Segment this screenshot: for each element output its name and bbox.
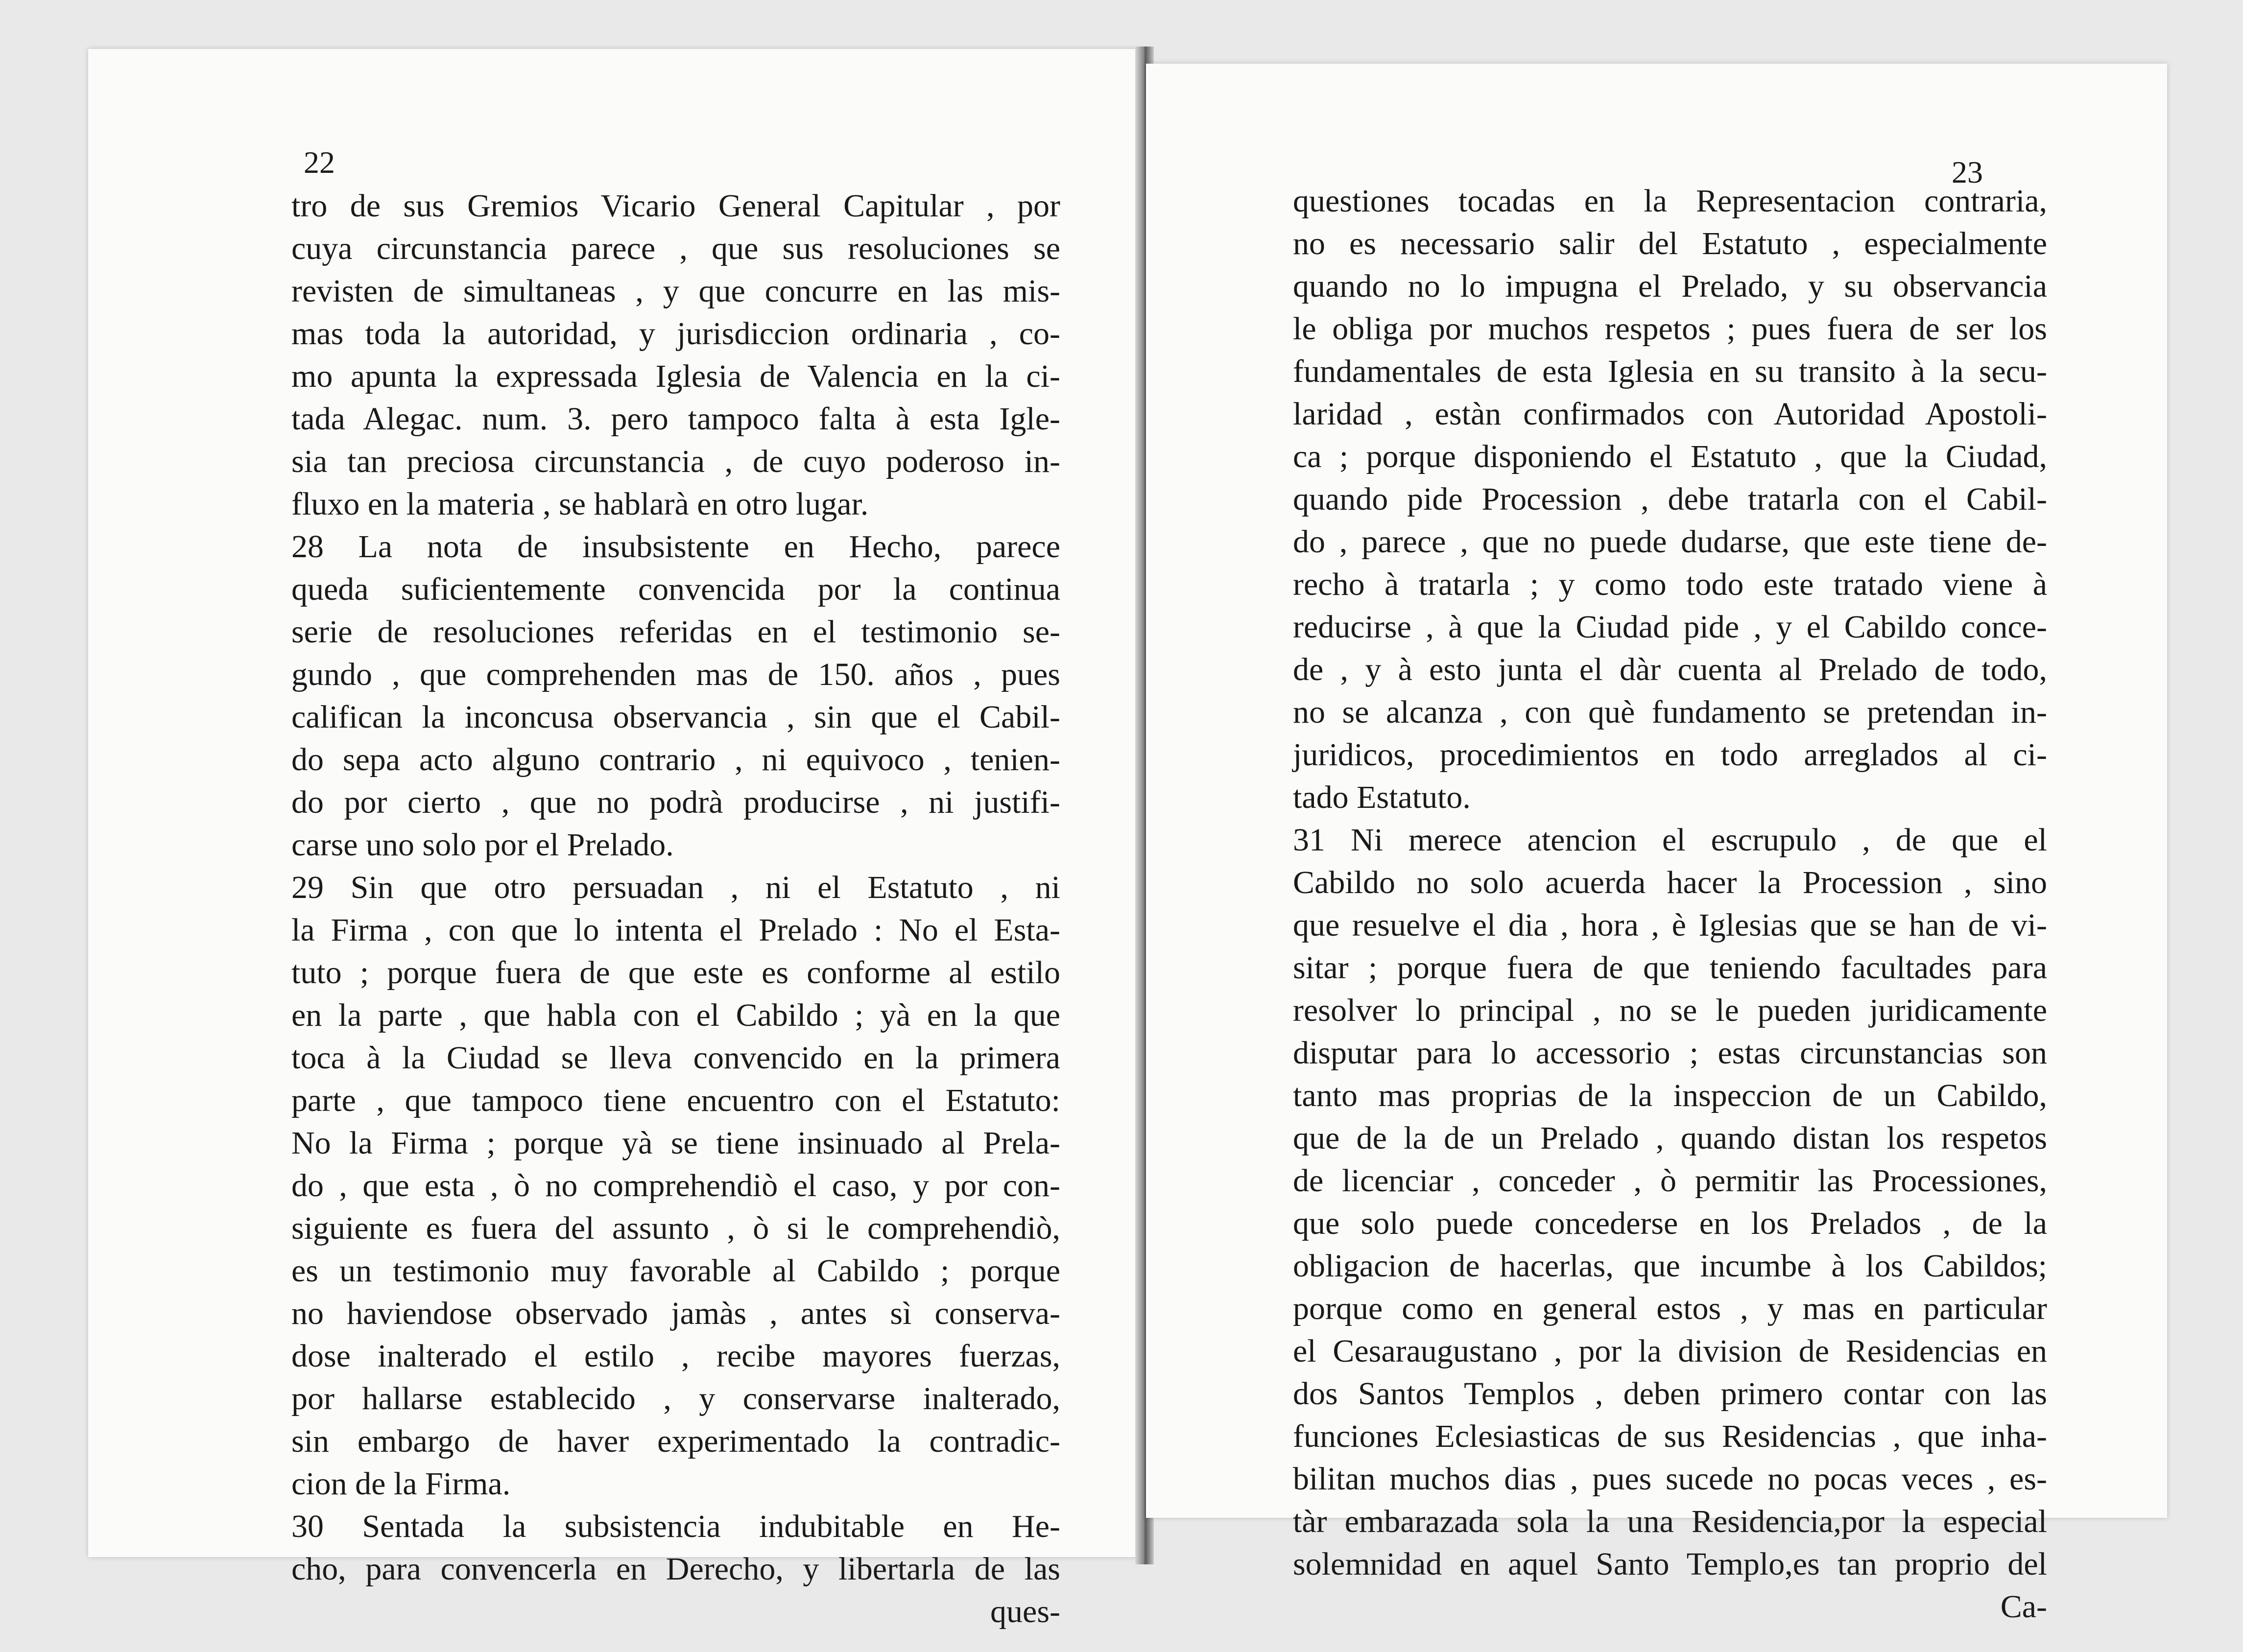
text-line: dose inalterado el estilo , recibe mayores fuerzas, xyxy=(291,1338,1060,1374)
catchword: Ca- xyxy=(2000,1589,2047,1625)
text-line: cion de la Firma. xyxy=(291,1466,511,1502)
text-line: revisten de simultaneas , y que concurre en las mis- xyxy=(291,273,1060,309)
text-line: en la parte , que habla con el Cabildo ; yà en la que xyxy=(291,997,1060,1033)
text-line: quando no lo impugna el Prelado, y su observancia xyxy=(1293,268,2047,304)
text-line: dos Santos Templos , deben primero contar con las xyxy=(1293,1376,2047,1412)
text-line: cuya circunstancia parece , que sus resoluciones se xyxy=(291,231,1060,266)
text-line: por hallarse establecido , y conservarse inalterado, xyxy=(291,1381,1060,1416)
text-line: funciones Eclesiasticas de sus Residencias , que inha- xyxy=(1293,1418,2047,1454)
right-page-text xyxy=(1293,180,2047,1628)
text-line: mo apunta la expressada Iglesia de Valencia en la ci- xyxy=(291,358,1060,394)
text-line: laridad , estàn confirmados con Autoridad Apostoli- xyxy=(1293,396,2047,432)
text-line: sia tan preciosa circunstancia , de cuyo poderoso in- xyxy=(291,444,1060,479)
text-line: tanto mas proprias de la inspeccion de un Cabildo, xyxy=(1293,1078,2047,1113)
text-line: disputar para lo accessorio ; estas circunstancias son xyxy=(1293,1035,2047,1071)
text-line: carse uno solo por el Prelado. xyxy=(291,827,674,863)
text-line: porque como en general estos , y mas en particular xyxy=(1293,1291,2047,1326)
text-line: do sepa acto alguno contrario , ni equivoco , tenien- xyxy=(291,742,1060,778)
text-line: califican la inconcusa observancia , sin que el Cabil- xyxy=(291,699,1060,735)
text-line: 29 Sin que otro persuadan , ni el Estatuto , ni xyxy=(291,870,1060,905)
text-line: solemnidad en aquel Santo Templo,es tan proprio del xyxy=(1293,1546,2047,1582)
text-line: tro de sus Gremios Vicario General Capitular , por xyxy=(291,188,1060,224)
right-page xyxy=(1146,64,2167,1625)
text-line: 28 La nota de insubsistente en Hecho, parece xyxy=(291,529,1060,565)
text-line: questiones tocadas en la Representacion contraria, xyxy=(1293,183,2047,219)
text-line: que resuelve el dia , hora , è Iglesias que se han de vi- xyxy=(1293,907,2047,943)
text-line: es un testimonio muy favorable al Cabildo ; porque xyxy=(291,1253,1060,1289)
text-line: que solo puede concederse en los Prelados , de la xyxy=(1293,1205,2047,1241)
text-line: siguiente es fuera del assunto , ò si le comprehendiò, xyxy=(291,1210,1060,1246)
text-line: mas toda la autoridad, y jurisdiccion ordinaria , co- xyxy=(291,316,1060,352)
text-line: tuto ; porque fuera de que este es conforme al estilo xyxy=(291,955,1060,991)
text-line: de licenciar , conceder , ò permitir las Processiones, xyxy=(1293,1163,2047,1199)
text-line: el Cesaraugustano , por la division de Residencias en xyxy=(1293,1333,2047,1369)
catchword: ques- xyxy=(990,1594,1060,1629)
text-line: parte , que tampoco tiene encuentro con el Estatuto: xyxy=(291,1083,1060,1118)
text-line: tada Alegac. num. 3. pero tampoco falta à esta Igle- xyxy=(291,401,1060,437)
text-line: do por cierto , que no podrà producirse , ni justifi- xyxy=(291,784,1060,820)
text-line: que de la de un Prelado , quando distan los respetos xyxy=(1293,1120,2047,1156)
text-line: la Firma , con que lo intenta el Prelado : No el Esta- xyxy=(291,912,1060,948)
text-line: sitar ; porque fuera de que teniendo facultades para xyxy=(1293,950,2047,986)
text-line: toca à la Ciudad se lleva convencido en la primera xyxy=(291,1040,1060,1076)
left-page-text xyxy=(291,185,1060,1633)
text-line: 30 Sentada la subsistencia indubitable en He- xyxy=(291,1509,1060,1544)
text-line: quando pide Procession , debe tratarla con el Cabil- xyxy=(1293,481,2047,517)
text-line: resolver lo principal , no se le pueden juridicamente xyxy=(1293,992,2047,1028)
text-line: de , y à esto junta el dàr cuenta al Prelado de todo, xyxy=(1293,652,2047,687)
text-line: reducirse , à que la Ciudad pide , y el Cabildo conce- xyxy=(1293,609,2047,645)
text-line: No la Firma ; porque yà se tiene insinuado al Prela- xyxy=(291,1125,1060,1161)
text-line: fundamentales de esta Iglesia en su transito à la secu- xyxy=(1293,354,2047,389)
page-number: 22 xyxy=(304,145,335,180)
text-line: obligacion de hacerlas, que incumbe à los Cabildos; xyxy=(1293,1248,2047,1284)
text-line: recho à tratarla ; y como todo este tratado viene à xyxy=(1293,566,2047,602)
text-line: do , que esta , ò no comprehendiò el caso, y por con- xyxy=(291,1168,1060,1204)
text-line: no se alcanza , con què fundamento se pretendan in- xyxy=(1293,694,2047,730)
text-line: le obliga por muchos respetos ; pues fuera de ser los xyxy=(1293,311,2047,347)
text-line: 31 Ni merece atencion el escrupulo , de que el xyxy=(1293,822,2047,858)
text-line: cho, para convencerla en Derecho, y libertarla de las xyxy=(291,1551,1060,1587)
text-line: Cabildo no solo acuerda hacer la Procession , sino xyxy=(1293,865,2047,900)
text-line: tado Estatuto. xyxy=(1293,779,1471,815)
text-line: ca ; porque disponiendo el Estatuto , que la Ciudad, xyxy=(1293,439,2047,474)
text-line: bilitan muchos dias , pues sucede no pocas veces , es- xyxy=(1293,1461,2047,1497)
text-line: no es necessario salir del Estatuto , especialmente xyxy=(1293,226,2047,261)
text-line: no haviendose observado jamàs , antes sì conserva- xyxy=(291,1296,1060,1331)
left-page xyxy=(88,49,1141,1629)
text-line: queda suficientemente convencida por la continua xyxy=(291,571,1060,607)
text-line: juridicos, procedimientos en todo arreglados al ci- xyxy=(1293,737,2047,773)
text-line: gundo , que comprehenden mas de 150. años , pues xyxy=(291,657,1060,692)
page-number: 23 xyxy=(1952,155,1983,189)
text-line: serie de resoluciones referidas en el testimonio se- xyxy=(291,614,1060,650)
text-line: fluxo en la materia , se hablarà en otro lugar. xyxy=(291,486,869,522)
text-line: tàr embarazada sola la una Residencia,por la especial xyxy=(1293,1504,2047,1539)
text-line: do , parece , que no puede dudarse, que este tiene de- xyxy=(1293,524,2047,560)
text-line: sin embargo de haver experimentado la contradic- xyxy=(291,1423,1060,1459)
